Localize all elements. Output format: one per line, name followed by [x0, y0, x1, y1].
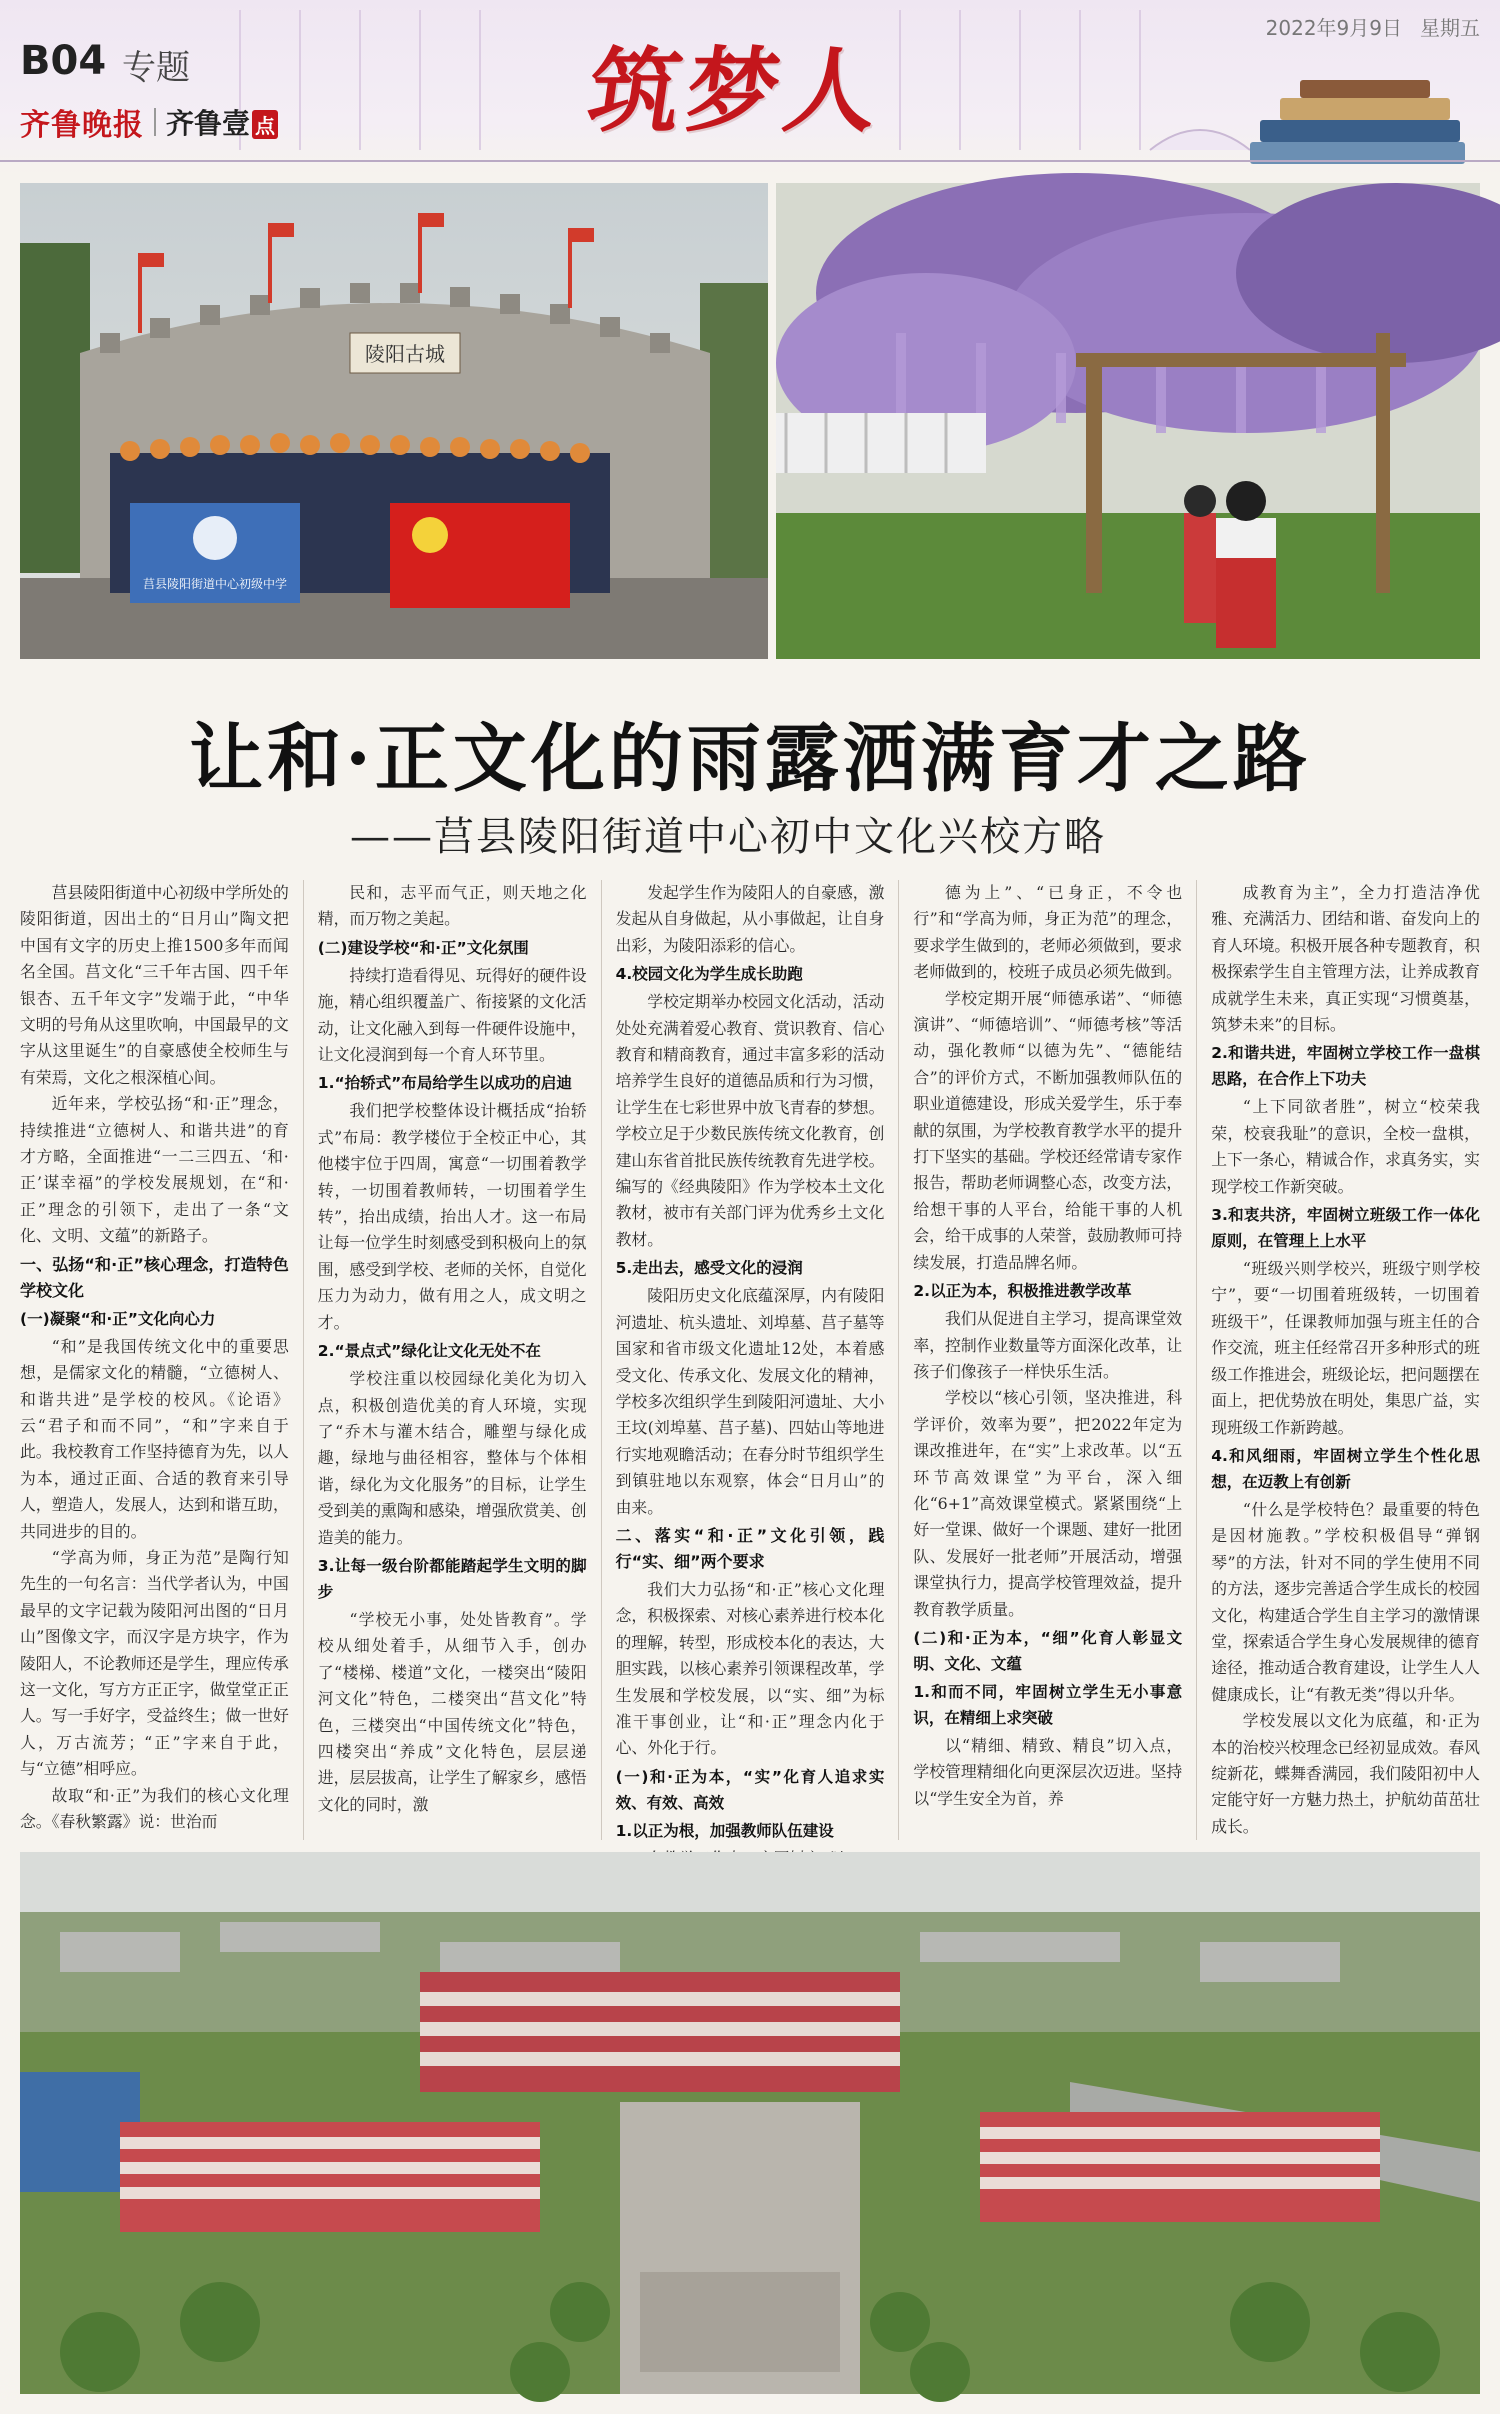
article-subheading: 一、弘扬“和·正”核心理念，打造特色学校文化 [20, 1254, 289, 1300]
article-subheading: 2.以正为本，积极推进教学改革 [913, 1282, 1132, 1301]
photo-aerial-campus [20, 1852, 1480, 2394]
masthead [0, 0, 1500, 175]
article-subheading: 2.“景点式”绿化让文化无处不在 [317, 1342, 541, 1361]
article-paragraph: 学校发展以文化为底蕴，和·正为本的治校兴校理念已经初显成效。春风绽新花，蝶舞香满园，我们陵阳初中人定能守好一方魅力热土，护航幼苗茁壮成长。 [1211, 1711, 1480, 1836]
article-subheading: 3.让每一级台阶都能踏起学生文明的脚步 [317, 1556, 587, 1601]
article-paragraph: 发起学生作为陵阳人的自豪感，激发起从自身做起，从小事做起，让自身出彩，为陵阳添彩的信心。 [615, 883, 885, 955]
page-code: B04 [20, 38, 107, 84]
article-paragraph: 以“精细、精致、精良”切入点，学校管理精细化向更深层次迈进。坚持以“学生安全为首，养 [913, 1735, 1183, 1808]
svg-text:陵阳古城: 陵阳古城 [365, 342, 445, 366]
article-subhead: ——莒县陵阳街道中心初中文化兴校方略 [350, 814, 1106, 860]
article-paragraph: 持续打造看得见、玩得好的硬件设施，精心组织覆盖广、衔接紧的文化活动，让文化融入到每一件硬件设施中，让文化浸润到每一个育人环节里。 [317, 965, 587, 1065]
issue-date [1248, 12, 1480, 41]
article-paragraph: “班级兴则学校兴，班级宁则学校宁”，要“一切围着班级转，一切围着班级干”，任课教师加强与班主任的合作交流，班主任经常召开多种形式的班级工作推进会，班级论坛，把问题摆在面上，把优势放在明处，集思广益，实现班级工作新跨越。 [1211, 1259, 1480, 1437]
article-column-4 [913, 880, 1182, 1840]
article-column-5 [1211, 880, 1480, 1840]
article-paragraph: “学高为师，身正为范”是陶行知先生的一句名言：当代学者认为，中国最早的文字记载为陵阳河出图的“日月山”图像文字，而汉字是方块字，作为陵阳人，不论教师还是学生，理应传承这一文化，写方方正正字，做堂堂正正人。写一手好字，受益终生；做一世好人，万古流芳；“正”字来自于此，与“立德”相呼应。 [20, 1547, 289, 1779]
article-paragraph: 我们从促进自主学习，提高课堂效率，控制作业数量等方面深化改革，让孩子们像孩子一样快乐生活。 [913, 1309, 1183, 1381]
article-column-2 [318, 880, 587, 1840]
section-title-art: 筑梦人 [581, 37, 891, 145]
article-paragraph: “学校无小事，处处皆教育”。学校从细处着手，从细节入手，创办了“楼梯、楼道”文化，一楼突出“陵阳河文化”特色，二楼突出“莒文化”特色，三楼突出“中国传统文化”特色，四楼突出“养成”文化特色，层层递进，层层拔高，让学生了解家乡，感悟文化的同时，激 [317, 1609, 587, 1814]
column-rule [303, 880, 304, 1840]
page-section: 专题 [122, 48, 190, 88]
article-paragraph: 学校以“核心引领，坚决推进，科学评价，效率为要”，把2022年定为课改推进年，在“实”上求改革。以“五环节高效课堂”为平台，深入细化“6+1”高效课堂模式。紧紧围绕“上好一堂课、做好一个课题、建好一批团队、发展好一批老师”开展活动，增强课堂执行力，提高学校管理效益，提升教育教学质量。 [913, 1388, 1183, 1619]
photo-students-city-gate-image [20, 183, 768, 659]
weekday-text: 星期五 [1420, 16, 1480, 40]
photo-wisteria-pergola [776, 183, 1480, 659]
article-body [20, 880, 1480, 1840]
logo-app-name: 齐鲁壹 点 [166, 102, 278, 142]
article-paragraph: 我们大力弘扬“和·正”核心文化理念，积极探索、对核心素养进行校本化的理解，转型，形成校本化的表达，大胆实践，以核心素养引领课程改革，学生发展和学校发展，以“实、细”为标准干事创业，让“和·正”理念内化于心、外化于行。 [615, 1579, 885, 1758]
photo-wisteria-pergola-image [776, 183, 1480, 659]
article-paragraph: 我们把学校整体设计概括成“抬轿式”布局：教学楼位于全校正中心，其他楼宇位于四周，寓意“一切围着教学转，一切围着教师转，一切围着学生转”，抬出成绩，抬出人才。这一布局让每一位学生时刻感受到积极向上的氛围，感受到学校、老师的关怀，自觉化压力为动力，做有用之人，成文明之才。 [317, 1101, 587, 1332]
article-subheading: 5.走出去，感受文化的浸润 [615, 1259, 803, 1278]
article-subheading: (二)建设学校“和·正”文化氛围 [317, 938, 529, 957]
article-subheading: 1.和而不同，牢固树立学生无小事意识，在精细上求突破 [913, 1682, 1183, 1727]
article-paragraph: 故取“和·正”为我们的核心文化理念。《春秋繁露》说：世治而 [20, 1785, 289, 1831]
article-column-1 [20, 880, 289, 1840]
newspaper-logo [20, 100, 278, 144]
logo-divider [154, 108, 156, 136]
article-subheading: (一)凝聚“和·正”文化向心力 [20, 1309, 216, 1328]
article-subheading: 1.“抬轿式”布局给学生以成功的启迪 [317, 1074, 572, 1093]
logo-app-badge: 点 [252, 110, 278, 139]
article-paragraph: 学校定期开展“师德承诺”、“师德演讲”、“师德培训”、“师德考核”等活动，强化教师“以德为先”、“德能结合”的评价方式，不断加强教师队伍的职业道德建设，形成关爱学生，乐于奉献的氛围，为学校教育教学水平的提升打下坚实的基础。学校还经常请专家作报告，帮助老师调整心态，改变方法，给想干事的人平台，给能干事的人机会，给干成事的人荣誉，鼓励教师可持续发展，打造品牌名师。 [913, 988, 1183, 1272]
article-subheading: 2.和谐共进，牢固树立学校工作一盘棋思路，在合作上下功夫 [1211, 1044, 1480, 1089]
article-paragraph: “和”是我国传统文化中的重要思想，是儒家文化的精髓，“立德树人、和谐共进”是学校的校风。《论语》云“君子和而不同”，“和”字来自于此。我校教育工作坚持德育为先，以人为本，通过正面、合适的教育来引导人，塑造人，发展人，达到和谐互助，共同进步的目的。 [20, 1336, 289, 1541]
article-paragraph: 莒县陵阳街道中心初级中学所处的陵阳街道，因出土的“日月山”陶文把中国有文字的历史上推1500多年而闻名全国。莒文化“三千年古国、四千年银杏、五千年文字”发端于此，“中华文明的号角从这里吹响，中国最早的文字从这里诞生”的自豪感使全校师生与有荣焉，文化之根深植心间。 [20, 883, 289, 1087]
column-rule [601, 880, 602, 1840]
article-headline: 让和·正文化的雨露洒满育才之路 [189, 716, 1311, 802]
photo-aerial-campus-image [20, 1852, 1480, 2394]
article-paragraph: 民和，志平而气正，则天地之化精，而万物之美起。 [317, 883, 587, 929]
article-paragraph: 陵阳历史文化底蕴深厚，内有陵阳河遗址、杭头遗址、刘埠墓、莒子墓等国家和省市级文化遗址12处，本着感受文化、传承文化、发展文化的精神，学校多次组织学生到陵阳河遗址、大小王坟(刘埠墓、莒子墓)、四姑山等地进行实地观瞻活动；在春分时节组织学生到镇驻地以东观察，体会“日月山”的由来。 [615, 1286, 885, 1517]
article-paragraph: “什么是学校特色？最重要的特色是因材施教。”学校积极倡导“弹钢琴”的方法，针对不同的学生使用不同的方法，逐步完善适合学生成长的校园文化，构建适合学生自主学习的激情课堂，探索适合学生身心发展规律的德育途径，推动适合教育建设，让学生人人健康成长，让“有教无类”得以升华。 [1211, 1499, 1480, 1704]
masthead-divider [0, 160, 1500, 162]
photo-students-city-gate [20, 183, 768, 659]
date-text: 2022年9月9日 [1265, 16, 1402, 40]
books-icon [1240, 50, 1470, 168]
article-paragraph: 学校定期举办校园文化活动，活动处处充满着爱心教育、赏识教育、信心教育和精商教育，通过丰富多彩的活动培养学生良好的道德品质和行为习惯，让学生在七彩世界中放飞青春的梦想。学校立足于少数民族传统文化教育，创建山东省首批民族传统教育先进学校。编写的《经典陵阳》作为学校本土文化教材，被市有关部门评为优秀乡土文化教材。 [615, 992, 885, 1249]
column-rule [898, 880, 899, 1840]
article-subheading: 3.和衷共济，牢固树立班级工作一体化原则，在管理上上水平 [1211, 1206, 1480, 1251]
svg-text:莒县陵阳街道中心初级中学: 莒县陵阳街道中心初级中学 [142, 577, 288, 591]
article-paragraph: 德为上”、“已身正，不令也行”和“学高为师，身正为范”的理念，要求学生做到的，老师必须做到，要求老师做到的，校班子成员必须先做到。 [913, 883, 1183, 982]
article-subheading: 1.以正为根，加强教师队伍建设 [615, 1821, 834, 1840]
article-subheading: 4.校园文化为学生成长助跑 [615, 965, 803, 984]
article-paragraph: 近年来，学校弘扬“和·正”理念，持续推进“立德树人、和谐共进”的育才方略，全面推进“一二三四五、‘和·正’谋幸福”的学校发展规划，在“和·正”理念的引领下，走出了一条“文化、文明、文蕴”的新路子。 [20, 1094, 289, 1246]
logo-name: 齐鲁晚报 [20, 108, 144, 143]
article-subheading: 二、落实“和·正”文化引领，践行“实、细”两个要求 [615, 1525, 885, 1571]
article-subheading: (二)和·正为本，“细”化育人彰显文明、文化、文蕴 [913, 1628, 1183, 1673]
article-paragraph: “上下同欲者胜”，树立“校荣我荣，校衰我耻”的意识，全校一盘棋，上下一条心，精诚合作，求真务实，实现学校工作新突破。 [1211, 1097, 1480, 1196]
article-subheading: 4.和风细雨，牢固树立学生个性化思想，在迈教上有创新 [1211, 1446, 1480, 1491]
article-paragraph: 学校注重以校园绿化美化为切入点，积极创造优美的育人环境，实现了“乔木与灌木结合，雕塑与绿化成趣，绿地与曲径相容，整体与个体相谐，绿化为文化服务”的目标，让学生受到美的熏陶和感染，增强欣赏美、创造美的能力。 [317, 1369, 587, 1547]
column-rule [1196, 880, 1197, 1840]
article-column-3 [616, 880, 885, 1840]
article-paragraph: 成教育为主”，全力打造洁净优雅、充满活力、团结和谐、奋发向上的育人环境。积极开展各种专题教育，积极探索学生自主管理方法，让养成教育成就学生未来，真正实现“习惯奠基，筑梦未来”的目标。 [1211, 883, 1480, 1035]
article-subheading: (一)和·正为本，“实”化育人追求实效、有效、高效 [615, 1767, 885, 1812]
